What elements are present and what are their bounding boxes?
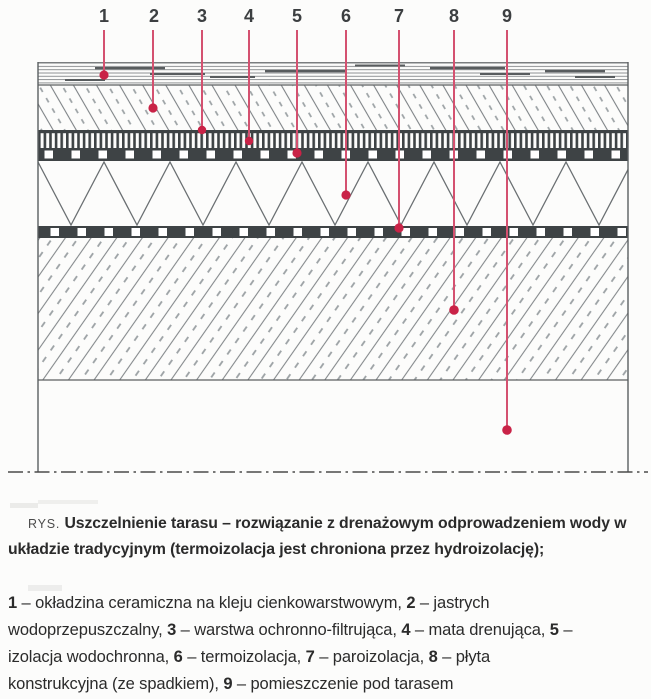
layer-waterproofing [38, 148, 628, 161]
callout-number-3: 3 [196, 6, 208, 26]
caption-prefix: RYS. [28, 517, 61, 531]
leader-dot-2 [148, 103, 157, 112]
legend-label: – warstwa ochronno-filtrująca, [176, 621, 402, 639]
figure-legend [8, 590, 593, 698]
caption-text: Uszczelnienie tarasu – rozwiązanie z drenażowym odprowadzeniem wody w układzie tradycyjnym (termoizolacja jest chroniona przez hydroizolację); [8, 515, 627, 558]
callout-number-9: 9 [501, 6, 513, 26]
layer-drainage-mat [38, 133, 628, 148]
leader-dot-3 [198, 126, 206, 134]
callout-number-6: 6 [340, 6, 352, 26]
legend-label: – pomieszczenie pod tarasem [232, 675, 454, 693]
leader-dot-9 [502, 425, 512, 435]
callout-number-1: 1 [98, 6, 110, 26]
scan-artifact [10, 503, 38, 508]
layer-vapour-barrier [38, 226, 628, 238]
figure-caption [8, 511, 644, 563]
callout-number-4: 4 [243, 6, 255, 26]
legend-number: 9 [223, 675, 233, 693]
legend-number: 6 [173, 648, 183, 666]
callout-number-8: 8 [448, 6, 460, 26]
legend-label: – termoizolacja, [182, 648, 306, 666]
legend-label: – płyta konstrukcyjna (ze spadkiem), [8, 648, 491, 693]
legend-label: – paroizolacja, [314, 648, 429, 666]
layer-screed [38, 86, 628, 131]
scan-artifact [38, 500, 98, 504]
layer-thermal-insulation [38, 162, 628, 225]
legend-number: 2 [406, 594, 416, 612]
callout-number-5: 5 [291, 6, 303, 26]
legend-number: 7 [305, 648, 315, 666]
leader-dot-4 [245, 137, 253, 145]
leader-dot-6 [341, 190, 350, 199]
callout-number-2: 2 [148, 6, 160, 26]
legend-label: – izolacja wodochronna, [8, 621, 573, 666]
leader-dot-7 [394, 223, 403, 232]
legend-number: 1 [8, 594, 18, 612]
legend-label: – jastrych wodoprzepuszczalny, [8, 594, 490, 639]
legend-number: 4 [401, 621, 411, 639]
callout-number-7: 7 [393, 6, 405, 26]
legend-number: 8 [428, 648, 438, 666]
legend-number: 3 [167, 621, 177, 639]
legend-number: 5 [549, 621, 559, 639]
layer-filter-fleece [38, 130, 628, 133]
legend-label: – okładzina ceramiczna na kleju cienkowarstwowym, [17, 594, 407, 612]
layer-ceramic-tiles [38, 62, 628, 85]
legend-label: – mata drenująca, [410, 621, 550, 639]
leader-dot-5 [292, 148, 301, 157]
layer-structural-slab [38, 238, 628, 380]
leader-dot-1 [99, 70, 108, 79]
leader-dot-8 [449, 305, 459, 315]
